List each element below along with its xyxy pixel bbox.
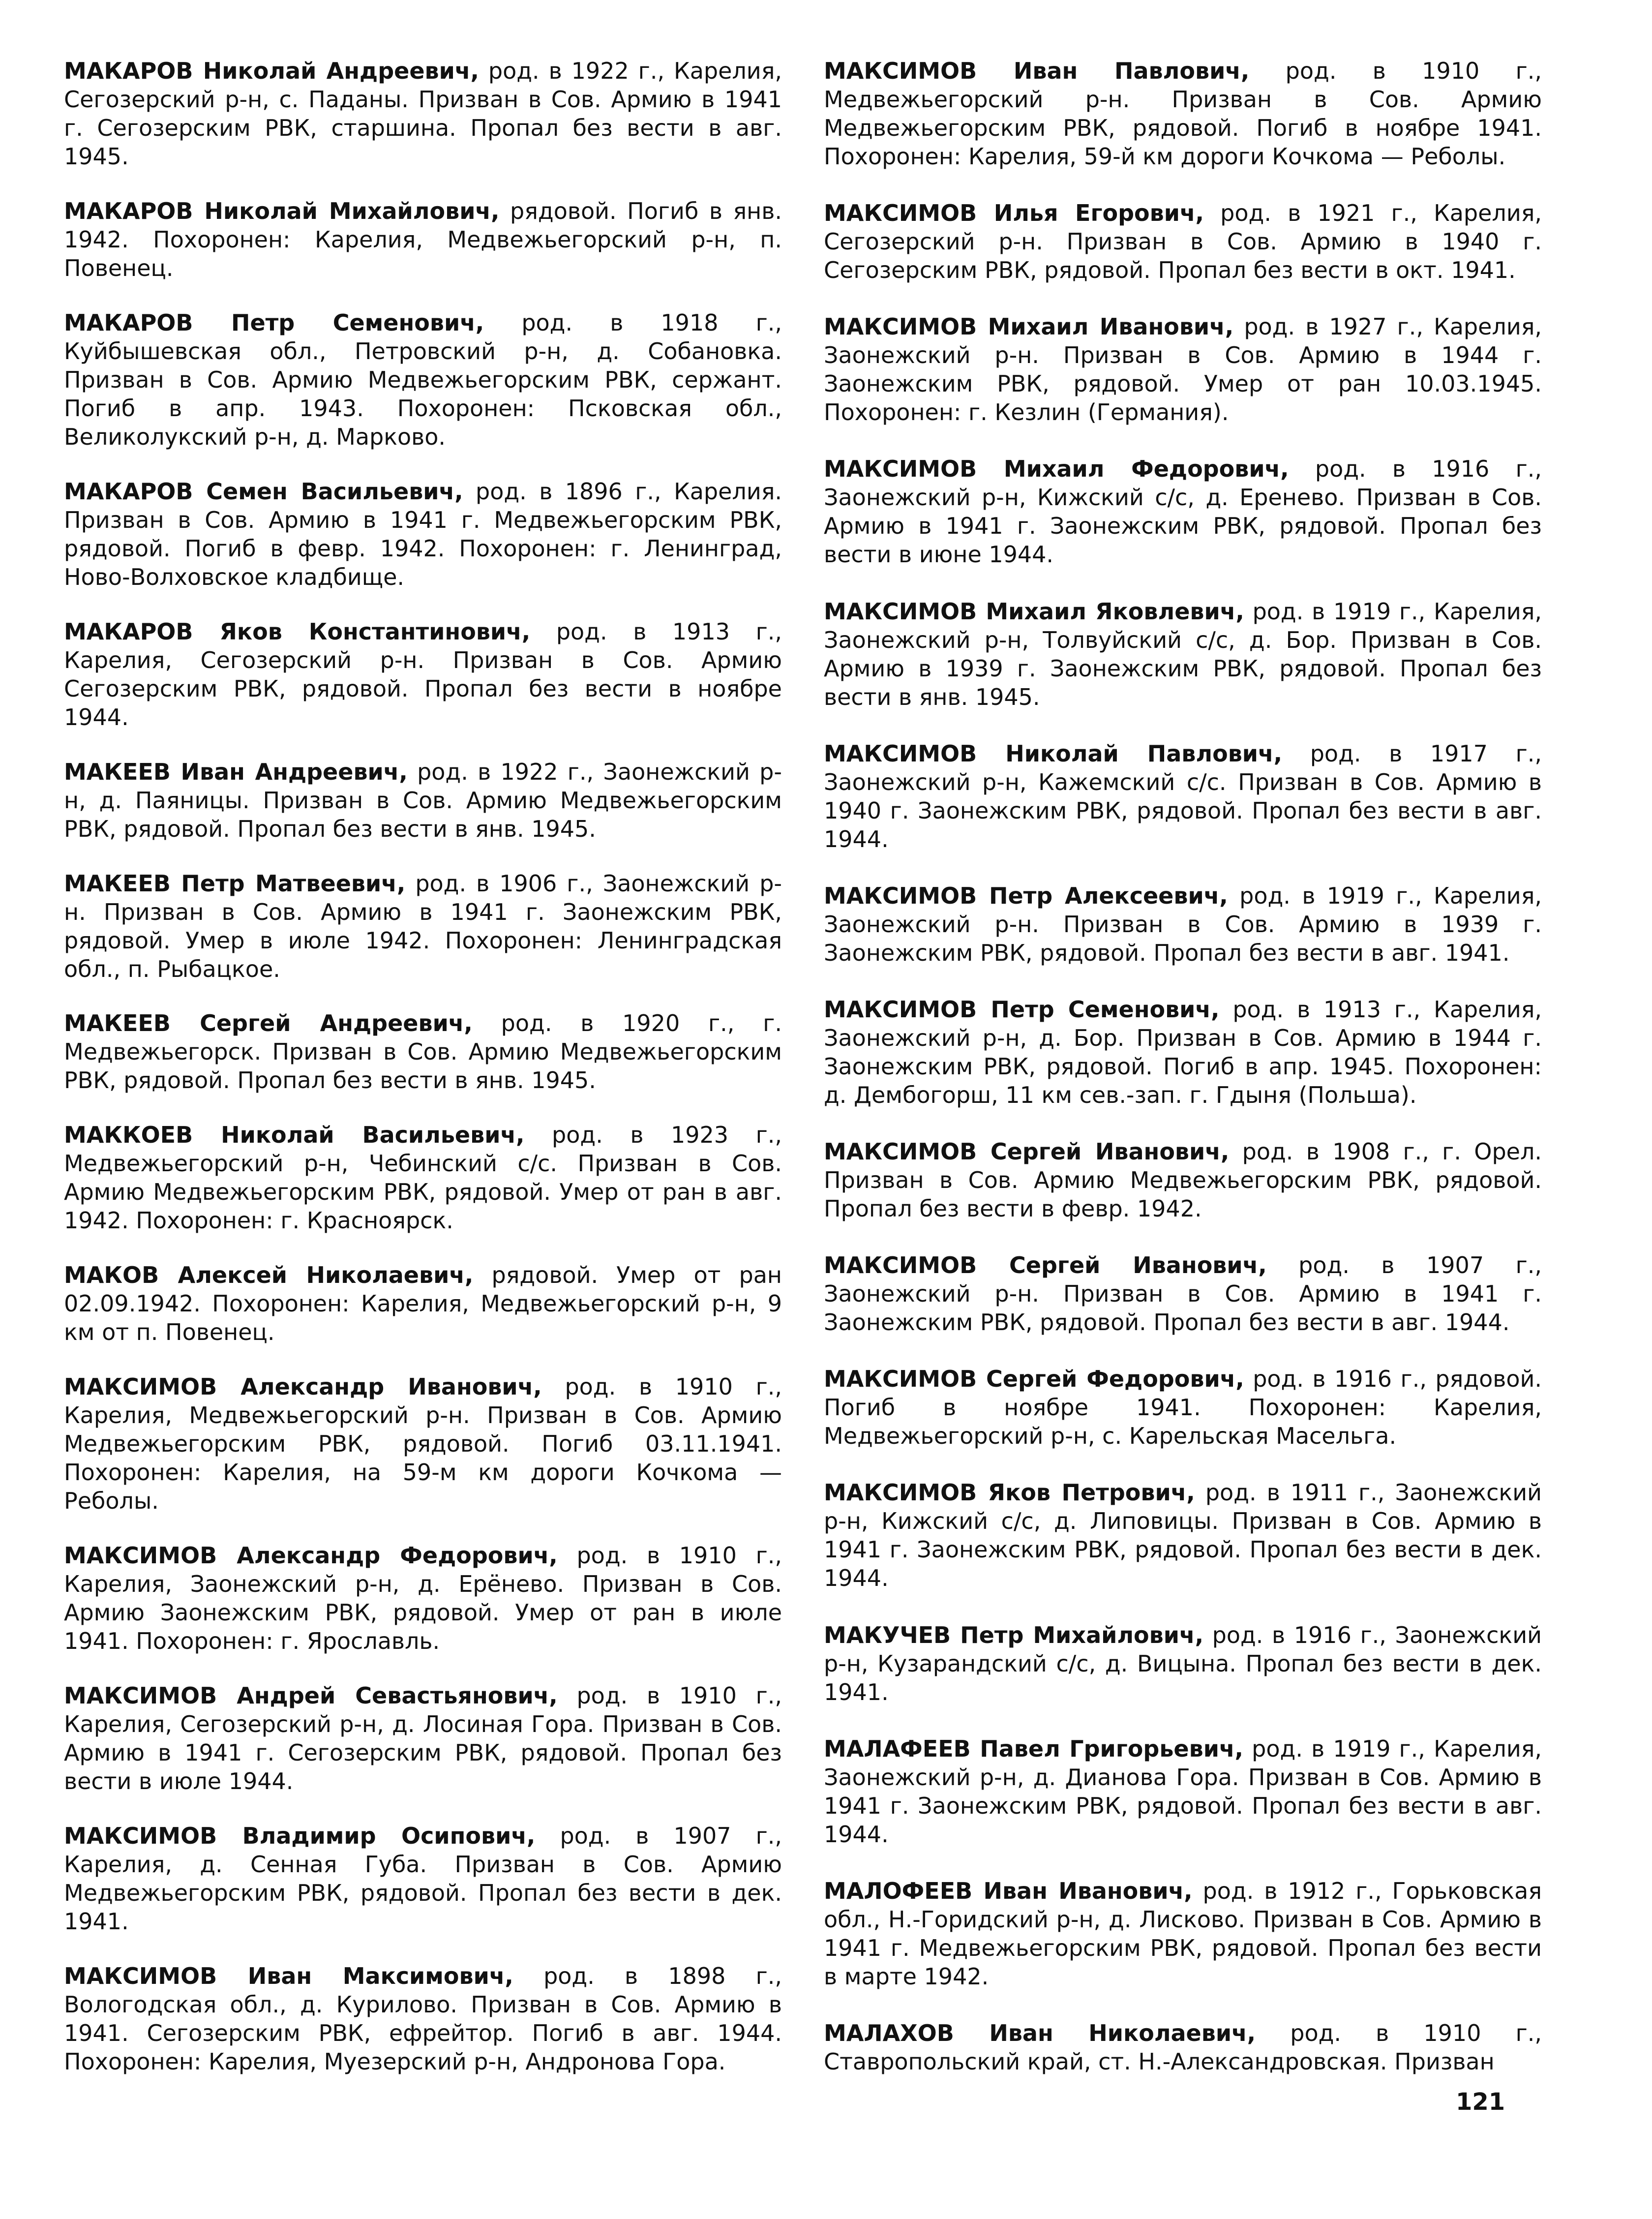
entry-name: МАКСИМОВ Иван Максимович, (64, 1962, 513, 1989)
entry-name: МАКЕЕВ Петр Матвеевич, (64, 870, 406, 897)
entry (824, 882, 1542, 967)
entry-text: род. в 1907 г., Заонежский р-н. Призван в Сов. Армию в 1941 г. Заонежским РВК, рядовой. Пропал без вести в авг. 1944. (824, 1252, 1542, 1336)
entry-name: МАЛОФЕЕВ Иван Иванович, (824, 1877, 1193, 1904)
entry-name: МАКАРОВ Семен Васильевич, (64, 478, 463, 505)
entry-name: МАКСИМОВ Сергей Иванович, (824, 1252, 1267, 1279)
entry-text: род. в 1922 г., Карелия, Сегозерский р-н, с. Паданы. Призван в Сов. Армию в 1941 г. Сегозерским РВК, старшина. Пропал без вести в авг. 1945. (64, 58, 782, 170)
entry-name: МАКАРОВ Яков Константинович, (64, 618, 531, 645)
entry-text: род. в 1923 г., Медвежьегорский р-н, Чебинский с/с. Призван в Сов. Армию Медвежьегорским РВК, рядовой. Умер от ран в авг. 1942. Похоронен: г. Красноярск. (64, 1122, 782, 1234)
entry-text: род. в 1916 г., Заонежский р-н, Кузарандский с/с, д. Вицына. Пропал без вести в дек. 1941. (824, 1621, 1542, 1705)
entry-name: МАКСИМОВ Андрей Севастьянович, (64, 1682, 558, 1709)
entry-text: род. в 1913 г., Карелия, Заонежский р-н, д. Бор. Призван в Сов. Армию в 1944 г. Заонежским РВК, рядовой. Погиб в апр. 1945. Похоронен: д. Дембогорш, 11 км сев.-зап. г. Гдыня (Польша). (824, 996, 1542, 1108)
entry-text: рядовой. Умер от ран 02.09.1942. Похоронен: Карелия, Медвежьегорский р-н, 9 км от п. Повенец. (64, 1262, 782, 1346)
entry-name: МАКСИМОВ Иван Павлович, (824, 58, 1250, 84)
entry-text: род. в 1920 г., г. Медвежьегорск. Призван в Сов. Армию Медвежьегорским РВК, рядовой. Пропал без вести в янв. 1945. (64, 1010, 782, 1094)
entry-text: род. в 1908 г., г. Орел. Призван в Сов. Армию Медвежьегорским РВК, рядовой. Пропал без вести в февр. 1942. (824, 1138, 1542, 1222)
entry-text: род. в 1910 г., Ставропольский край, ст. Н.-Александровская. Призван (824, 2019, 1542, 2075)
entry (64, 1962, 782, 2076)
entry-text: род. в 1917 г., Заонежский р-н, Кажемский с/с. Призван в Сов. Армию в 1940 г. Заонежским РВК, рядовой. Пропал без вести в авг. 1944. (824, 740, 1542, 852)
entry (824, 1251, 1542, 1337)
entry-name: МАКАРОВ Николай Михайлович, (64, 197, 500, 224)
entry-text: род. в 1919 г., Карелия, Заонежский р-н. Призван в Сов. Армию в 1939 г. Заонежским РВК, рядовой. Пропал без вести в авг. 1941. (824, 882, 1542, 966)
entry-text: рядовой. Погиб в янв. 1942. Похоронен: Карелия, Медвежьегорский р-н, п. Повенец. (64, 197, 782, 281)
entry-name: МАКУЧЕВ Петр Михайлович, (824, 1621, 1204, 1648)
entry (64, 477, 782, 591)
entry (824, 312, 1542, 426)
entry-name: МАКСИМОВ Михаил Яковлевич, (824, 598, 1244, 625)
page-number: 121 (1456, 2088, 1505, 2116)
entry (824, 597, 1542, 711)
entry (64, 617, 782, 731)
entry-text: род. в 1919 г., Карелия, Заонежский р-н, д. Дианова Гора. Призван в Сов. Армию в 1941 г. Заонежским РВК, рядовой. Пропал без вести в авг. 1944. (824, 1735, 1542, 1848)
entry (824, 1365, 1542, 1450)
entry (64, 1372, 782, 1515)
entry-name: МАКСИМОВ Яков Петрович, (824, 1479, 1195, 1506)
entry-name: МАКСИМОВ Александр Федорович, (64, 1542, 558, 1569)
entry-text: род. в 1919 г., Карелия, Заонежский р-н, Толвуйский с/с, д. Бор. Призван в Сов. Армию в 1939 г. Заонежским РВК, рядовой. Пропал без вести в янв. 1945. (824, 598, 1542, 710)
entry-name: МАККОЕВ Николай Васильевич, (64, 1122, 525, 1149)
entry-name: МАКСИМОВ Сергей Иванович, (824, 1138, 1230, 1165)
entry-text: род. в 1896 г., Карелия. Призван в Сов. Армию в 1941 г. Медвежьегорским РВК, рядовой. Погиб в февр. 1942. Похоронен: г. Ленинград, Ново-Волховское кладбище. (64, 478, 782, 590)
entry (64, 758, 782, 843)
entry-name: МАКСИМОВ Михаил Иванович, (824, 313, 1234, 340)
entry-text: род. в 1916 г., Заонежский р-н, Кижский с/с, д. Еренево. Призван в Сов. Армию в 1941 г. Заонежским РВК, рядовой. Пропал без вести в июне 1944. (824, 456, 1542, 568)
entry (824, 57, 1542, 171)
entry (64, 1261, 782, 1346)
entry-text: род. в 1910 г., Карелия, Сегозерский р-н, д. Лосиная Гора. Призван в Сов. Армию в 1941 г. Сегозерским РВК, рядовой. Пропал без вести в июле 1944. (64, 1682, 782, 1795)
entry (824, 1734, 1542, 1849)
entry-text: род. в 1910 г., Карелия, Медвежьегорский р-н. Призван в Сов. Армию Медвежьегорским РВК, рядовой. Погиб 03.11.1941. Похоронен: Карелия, на 59-м км дороги Кочкома — Реболы. (64, 1373, 782, 1515)
entry-text: род. в 1912 г., Горьковская обл., Н.-Горидский р-н, д. Лисково. Призван в Сов. Армию в 1941 г. Медвежьегорским РВК, рядовой. Пропал без вести в марте 1942. (824, 1877, 1542, 1990)
entry (824, 1621, 1542, 1706)
entry (824, 1478, 1542, 1592)
entry-name: МАЛАФЕЕВ Павел Григорьевич, (824, 1735, 1244, 1762)
entry-text: род. в 1910 г., Медвежьегорский р-н. Призван в Сов. Армию Медвежьегорским РВК, рядовой. Погиб в ноябре 1941. Похоронен: Карелия, 59-й км дороги Кочкома — Реболы. (824, 58, 1542, 170)
entry-name: МАКАРОВ Николай Андреевич, (64, 58, 479, 84)
entry-name: МАКЕЕВ Иван Андреевич, (64, 758, 408, 785)
entry-name: МАКСИМОВ Владимир Осипович, (64, 1822, 536, 1849)
entry (824, 455, 1542, 569)
entry (64, 57, 782, 171)
entry (824, 995, 1542, 1109)
entry (64, 1681, 782, 1795)
entry (64, 308, 782, 451)
entry-name: МАКОВ Алексей Николаевич, (64, 1262, 474, 1289)
entry (824, 199, 1542, 284)
entry (64, 197, 782, 282)
entry-text: род. в 1906 г., Заонежский р-н. Призван в Сов. Армию в 1941 г. Заонежским РВК, рядовой. Умер в июле 1942. Похоронен: Ленинградская обл., п. Рыбацкое. (64, 870, 782, 982)
entry-text: род. в 1907 г., Карелия, д. Сенная Губа. Призван в Сов. Армию Медвежьегорским РВК, рядовой. Пропал без вести в дек. 1941. (64, 1822, 782, 1935)
entry-name: МАКСИМОВ Михаил Федорович, (824, 456, 1289, 483)
entry-text: род. в 1927 г., Карелия, Заонежский р-н. Призван в Сов. Армию в 1944 г. Заонежским РВК, рядовой. Умер от ран 10.03.1945. Похоронен: г. Кезлин (Германия). (824, 313, 1542, 426)
entry (64, 869, 782, 983)
entry (824, 1877, 1542, 1991)
entry (824, 2019, 1542, 2076)
right-column (824, 57, 1542, 2076)
entry-text: род. в 1910 г., Карелия, Заонежский р-н, д. Ерёнево. Призван в Сов. Армию Заонежским РВК, рядовой. Умер от ран в июле 1941. Похоронен: г. Ярославль. (64, 1542, 782, 1655)
entry-text: род. в 1922 г., Заонежский р-н, д. Паяницы. Призван в Сов. Армию Медвежьегорским РВК, рядовой. Пропал без вести в янв. 1945. (64, 758, 782, 842)
entry (824, 1137, 1542, 1223)
entry (64, 1009, 782, 1094)
entry-name: МАКЕЕВ Сергей Андреевич, (64, 1010, 473, 1037)
entry-name: МАЛАХОВ Иван Николаевич, (824, 2019, 1256, 2046)
entry-text: род. в 1918 г., Куйбышевская обл., Петровский р-н, д. Собановка. Призван в Сов. Армию Медвежьегорским РВК, сержант. Погиб в апр. 1943. Похоронен: Псковская обл., Великолукский р-н, д. Марково. (64, 309, 782, 450)
entry-name: МАКАРОВ Петр Семенович, (64, 309, 484, 336)
entry-text: род. в 1898 г., Вологодская обл., д. Курилово. Призван в Сов. Армию в 1941. Сегозерским РВК, ефрейтор. Погиб в авг. 1944. Похоронен: Карелия, Муезерский р-н, Андронова Гора. (64, 1962, 782, 2075)
entry (64, 1121, 782, 1235)
entry (64, 1541, 782, 1655)
entry-name: МАКСИМОВ Петр Алексеевич, (824, 882, 1228, 909)
entry-text: род. в 1921 г., Карелия, Сегозерский р-н. Призван в Сов. Армию в 1940 г. Сегозерским РВК, рядовой. Пропал без вести в окт. 1941. (824, 200, 1542, 284)
entry-name: МАКСИМОВ Николай Павлович, (824, 740, 1283, 767)
entry-name: МАКСИМОВ Александр Иванович, (64, 1373, 542, 1400)
entry-name: МАКСИМОВ Сергей Федорович, (824, 1366, 1244, 1393)
entry-text: род. в 1916 г., рядовой. Погиб в ноябре 1941. Похоронен: Карелия, Медвежьегорский р-н, с. Карельская Масельга. (824, 1366, 1542, 1450)
entry-text: род. в 1911 г., Заонежский р-н, Кижский с/с, д. Липовицы. Призван в Сов. Армию в 1941 г. Заонежским РВК, рядовой. Пропал без вести в дек. 1944. (824, 1479, 1542, 1592)
entry-name: МАКСИМОВ Илья Егорович, (824, 200, 1204, 227)
entry (824, 739, 1542, 853)
entry-name: МАКСИМОВ Петр Семенович, (824, 996, 1220, 1023)
entry (64, 1822, 782, 1936)
left-column (64, 57, 782, 2076)
entry-text: род. в 1913 г., Карелия, Сегозерский р-н. Призван в Сов. Армию Сегозерским РВК, рядовой. Пропал без вести в ноябре 1944. (64, 618, 782, 730)
